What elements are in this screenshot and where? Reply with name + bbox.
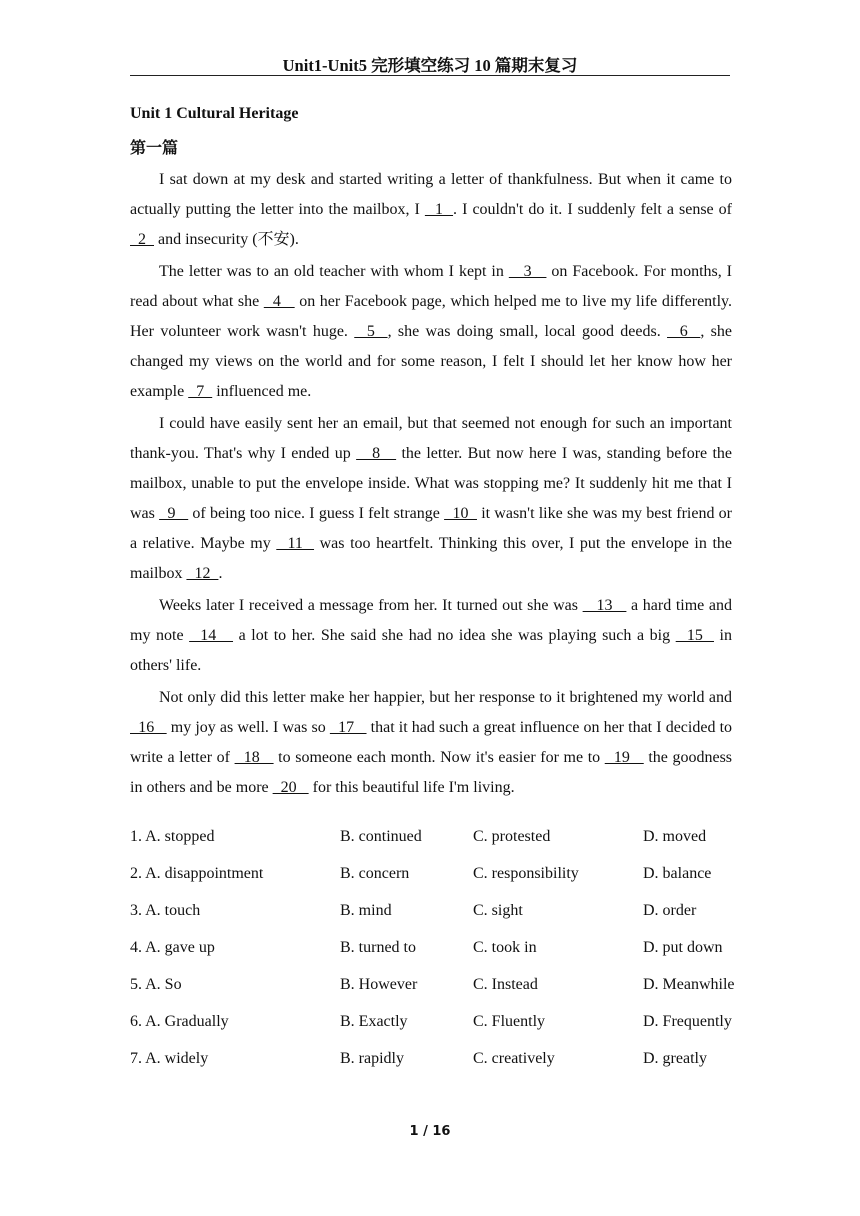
option-b: B. concern — [340, 865, 410, 882]
option-d: D. Frequently — [643, 1013, 732, 1030]
option-c: C. sight — [473, 902, 523, 919]
option-a: 3. A. touch — [130, 902, 201, 919]
option-c: C. Instead — [473, 976, 538, 993]
option-c: C. Fluently — [473, 1013, 546, 1030]
option-c: C. protested — [473, 828, 551, 845]
option-a: 6. A. Gradually — [130, 1013, 229, 1030]
answer-blank: 12 — [186, 565, 219, 582]
passage-paragraph — [130, 165, 732, 255]
passage-text: Not only did this letter make her happier, but her response to it brightened my world and — [159, 689, 732, 706]
option-c: C. creatively — [473, 1050, 555, 1067]
passage-text: on her Facebook page, which helped me to live my life differently. Her volunteer work wasn't huge. — [130, 293, 733, 340]
passage-text: . I couldn't do it. I suddenly felt a sense of — [453, 201, 733, 218]
answer-blank: 8 — [356, 445, 397, 462]
question-options-row — [130, 902, 750, 939]
question-options-row — [130, 865, 750, 902]
option-d: D. put down — [643, 939, 723, 956]
option-a: 2. A. disappointment — [130, 865, 264, 882]
option-d: D. moved — [643, 828, 707, 845]
answer-blank: 6 — [667, 323, 701, 340]
passage-text: a lot to her. She said she had no idea she was playing such a big — [233, 627, 676, 644]
question-options-row — [130, 1050, 750, 1087]
section-title: 第一篇 — [130, 140, 179, 157]
passage-text: on Facebook. For months, I read about what she — [130, 263, 732, 310]
question-options-row — [130, 1013, 750, 1050]
passage-text: of being too nice. I guess I felt strange — [188, 505, 445, 522]
option-c: C. responsibility — [473, 865, 579, 882]
passage-text: to someone each month. Now it's easier for me to — [273, 749, 605, 766]
answer-blank: 15 — [675, 627, 714, 644]
answer-blank: 2 — [130, 231, 154, 248]
option-b: B. Exactly — [340, 1013, 408, 1030]
passage-paragraph — [130, 257, 732, 407]
option-d: D. Meanwhile — [643, 976, 735, 993]
passage-text: . — [218, 565, 223, 582]
document-header-title: Unit1-Unit5 完形填空练习 10 篇期末复习 — [282, 56, 578, 75]
answer-blank: 7 — [188, 383, 213, 400]
passage-text: for this beautiful life I'm living. — [308, 779, 515, 796]
option-b: B. rapidly — [340, 1050, 404, 1067]
passage-text: influenced me. — [212, 383, 312, 400]
answer-blank: 16 — [130, 719, 167, 736]
answer-blank: 17 — [329, 719, 367, 736]
option-b: B. However — [340, 976, 418, 993]
answer-blank: 9 — [159, 505, 189, 522]
answer-blank: 5 — [354, 323, 388, 340]
passage-text: I could have easily sent her an email, but that seemed not enough for such an important thank-you. That's why I ended up — [130, 415, 732, 462]
question-options-row — [130, 939, 750, 976]
page-number: 1 / 16 — [409, 1124, 451, 1139]
passage-text: it wasn't like she was my best friend or a relative. Maybe my — [130, 505, 732, 552]
answer-blank: 13 — [582, 597, 627, 614]
passage-text: The letter was to an old teacher with whom I kept in — [159, 263, 509, 280]
answer-blank: 19 — [604, 749, 644, 766]
answer-blank: 18 — [234, 749, 274, 766]
answer-blank: 1 — [424, 201, 454, 218]
passage-text: I sat down at my desk and started writing a letter of thankfulness. But when it came to actually putting the letter into the mailbox, I — [130, 171, 732, 218]
answer-options — [130, 828, 750, 1087]
passage-paragraph — [130, 409, 732, 589]
passage-paragraph — [130, 591, 732, 681]
answer-blank: 3 — [508, 263, 547, 280]
option-d: D. greatly — [643, 1050, 707, 1067]
passage-paragraph — [130, 683, 732, 803]
answer-blank: 11 — [276, 535, 315, 552]
passage-text: my joy as well. I was so — [166, 719, 330, 736]
passage-text: and insecurity (不安). — [154, 231, 299, 248]
answer-blank: 4 — [263, 293, 295, 310]
header-divider — [130, 75, 730, 76]
passage-text: that it had such a great influence on her that I decided to write a letter of — [130, 719, 733, 766]
option-c: C. took in — [473, 939, 537, 956]
option-d: D. order — [643, 902, 697, 919]
option-a: 5. A. So — [130, 976, 182, 993]
option-b: B. turned to — [340, 939, 416, 956]
option-d: D. balance — [643, 865, 712, 882]
option-a: 7. A. widely — [130, 1050, 209, 1067]
question-options-row — [130, 976, 750, 1013]
passage-text: the goodness in others and be more — [130, 749, 733, 796]
option-b: B. continued — [340, 828, 422, 845]
passage-text: in others' life. — [130, 627, 733, 674]
passage-text: , she was doing small, local good deeds. — [387, 323, 668, 340]
answer-blank: 14 — [189, 627, 234, 644]
passage-text: , she changed my views on the world and for some reason, I felt I should let her know how her example — [130, 323, 732, 400]
passage-text: was too heartfelt. Thinking this over, I put the envelope in the mailbox — [130, 535, 733, 582]
passage-text: Weeks later I received a message from her. It turned out she was — [159, 597, 583, 614]
cloze-passage — [130, 165, 732, 803]
option-b: B. mind — [340, 902, 392, 919]
passage-text: a hard time and my note — [130, 597, 732, 644]
answer-blank: 10 — [444, 505, 477, 522]
answer-blank: 20 — [272, 779, 309, 796]
option-a: 4. A. gave up — [130, 939, 215, 956]
option-a: 1. A. stopped — [130, 828, 215, 845]
unit-title: Unit 1 Cultural Heritage — [130, 105, 299, 122]
passage-text: the letter. But now here I was, standing before the mailbox, unable to put the envelope inside. What was stopping me? It suddenly hit me that I was — [130, 445, 733, 522]
question-options-row — [130, 828, 750, 865]
